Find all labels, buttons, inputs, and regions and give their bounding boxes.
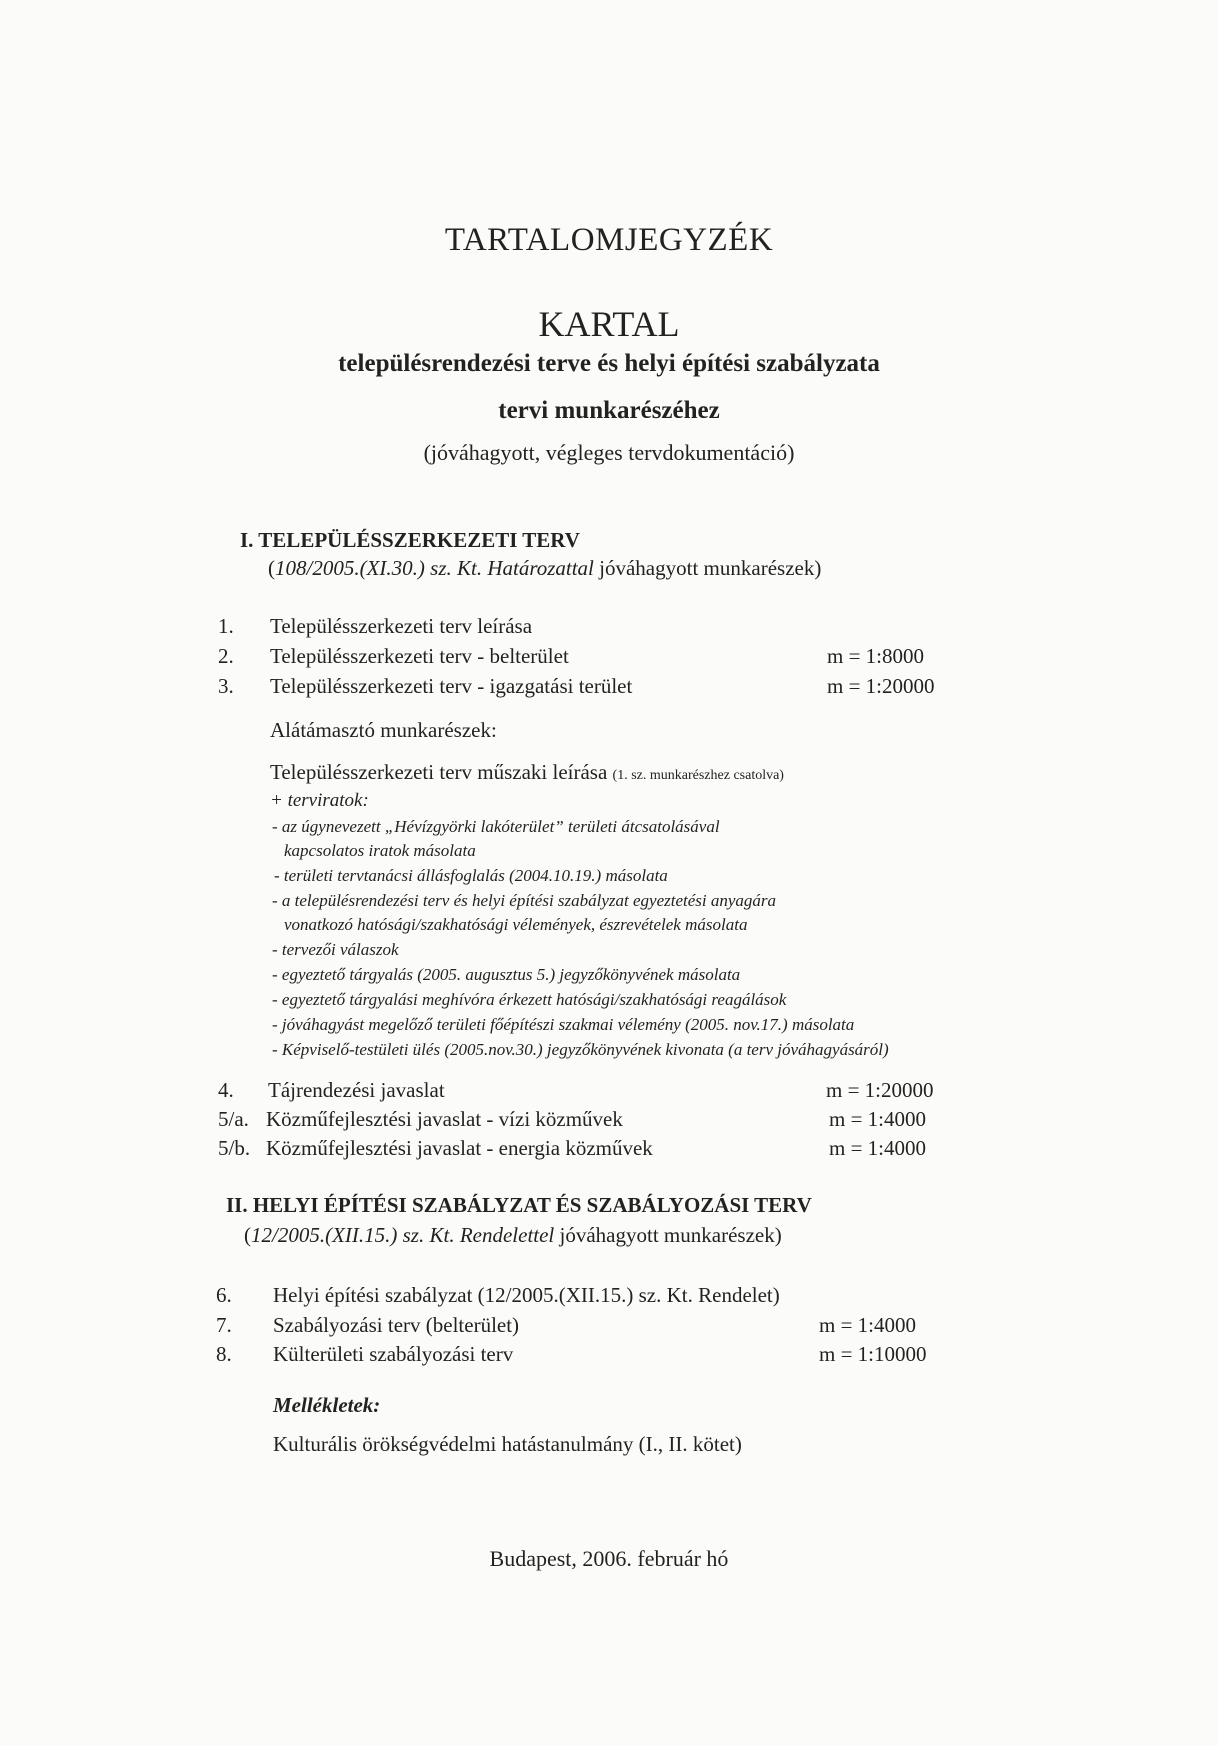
item-label: Tájrendezési javaslat — [268, 1078, 445, 1102]
subtitle-line-2: tervi munkarészéhez — [498, 397, 720, 424]
item-label: Közműfejlesztési javaslat - vízi közművek — [266, 1107, 623, 1131]
item-label: Településszerkezeti terv - igazgatási terület — [270, 674, 633, 698]
item-label: Településszerkezeti terv leírása — [270, 614, 533, 638]
item-label: Helyi építési szabályzat (12/2005.(XII.15.) sz. Kt. Rendelet) — [273, 1283, 780, 1307]
item-number: 5/a. — [218, 1107, 249, 1131]
item-label: Közműfejlesztési javaslat - energia közművek — [266, 1136, 653, 1160]
item-number: 3. — [218, 674, 234, 698]
section-1-heading: I. TELEPÜLÉSSZERKEZETI TERV — [240, 528, 580, 552]
town-name: KARTAL — [538, 304, 680, 344]
item-scale: m = 1:20000 — [826, 1078, 934, 1102]
plans-label: + terviratok: — [270, 790, 369, 811]
plan-entry: - tervezői válaszok — [272, 940, 399, 959]
plan-entry: - egyeztető tárgyalás (2005. augusztus 5.) jegyzőkönyvének másolata — [272, 965, 741, 984]
plan-entry: kapcsolatos iratok másolata — [284, 841, 476, 860]
item-number: 8. — [216, 1342, 232, 1366]
support-line: Településszerkezeti terv műszaki leírása (1. sz. munkarészhez csatolva) — [270, 760, 784, 784]
list-item — [218, 644, 234, 669]
plan-entry: - egyeztető tárgyalási meghívóra érkezett hatósági/szakhatósági reagálások — [272, 990, 787, 1009]
item-label: Szabályozási terv (belterület) — [273, 1313, 520, 1337]
item-scale: m = 1:10000 — [819, 1342, 927, 1366]
section-2-note: (12/2005.(XII.15.) sz. Kt. Rendelettel jóváhagyott munkarészek) — [244, 1223, 782, 1247]
plan-entry: vonatkozó hatósági/szakhatósági vélemények, észrevételek másolata — [284, 915, 748, 934]
item-number: 7. — [216, 1313, 232, 1337]
attachments-heading: Mellékletek: — [273, 1393, 381, 1417]
item-number: 2. — [218, 644, 234, 668]
item-number: 6. — [216, 1283, 232, 1307]
plan-entry: - Képviselő-testületi ülés (2005.nov.30.) jegyzőkönyvének kivonata (a terv jóváhagyásáról) — [272, 1040, 889, 1059]
item-scale: m = 1:4000 — [829, 1107, 927, 1131]
item-number: 1. — [218, 614, 234, 638]
item-scale: m = 1:8000 — [827, 644, 925, 668]
plan-entry: - területi tervtanácsi állásfoglalás (2004.10.19.) másolata — [274, 866, 668, 885]
list-item — [218, 614, 234, 639]
section-1-note: (108/2005.(XI.30.) sz. Kt. Határozattal jóváhagyott munkarészek) — [268, 556, 822, 580]
plan-entry: - jóváhagyást megelőző területi főépítészi szakmai vélemény (2005. nov.17.) másolata — [272, 1015, 855, 1034]
plan-entry: - az úgynevezett „Hévízgyörki lakóterület” területi átcsatolásával — [272, 817, 720, 836]
section-2-heading: II. HELYI ÉPÍTÉSI SZABÁLYZAT ÉS SZABÁLYOZÁSI TERV — [226, 1193, 812, 1217]
attachment-line: Kulturális örökségvédelmi hatástanulmány (I., II. kötet) — [273, 1432, 742, 1456]
item-scale: m = 1:4000 — [819, 1313, 917, 1337]
item-number: 4. — [218, 1078, 234, 1102]
item-scale: m = 1:4000 — [829, 1136, 927, 1160]
subtitle-line-3: (jóváhagyott, végleges tervdokumentáció) — [423, 440, 795, 465]
item-scale: m = 1:20000 — [827, 674, 935, 698]
place-date: Budapest, 2006. február hó — [489, 1546, 729, 1571]
plan-entry: - a településrendezési terv és helyi építési szabályzat egyeztetési anyagára — [272, 891, 777, 910]
list-item — [218, 674, 234, 699]
page-title: TARTALOMJEGYZÉK — [444, 222, 774, 258]
item-number: 5/b. — [218, 1136, 251, 1160]
subtitle-line-1: településrendezési terve és helyi építési szabályzata — [338, 350, 880, 377]
item-label: Külterületi szabályozási terv — [273, 1342, 514, 1366]
item-label: Településszerkezeti terv - belterület — [270, 644, 569, 668]
support-heading: Alátámasztó munkarészek: — [270, 718, 497, 742]
